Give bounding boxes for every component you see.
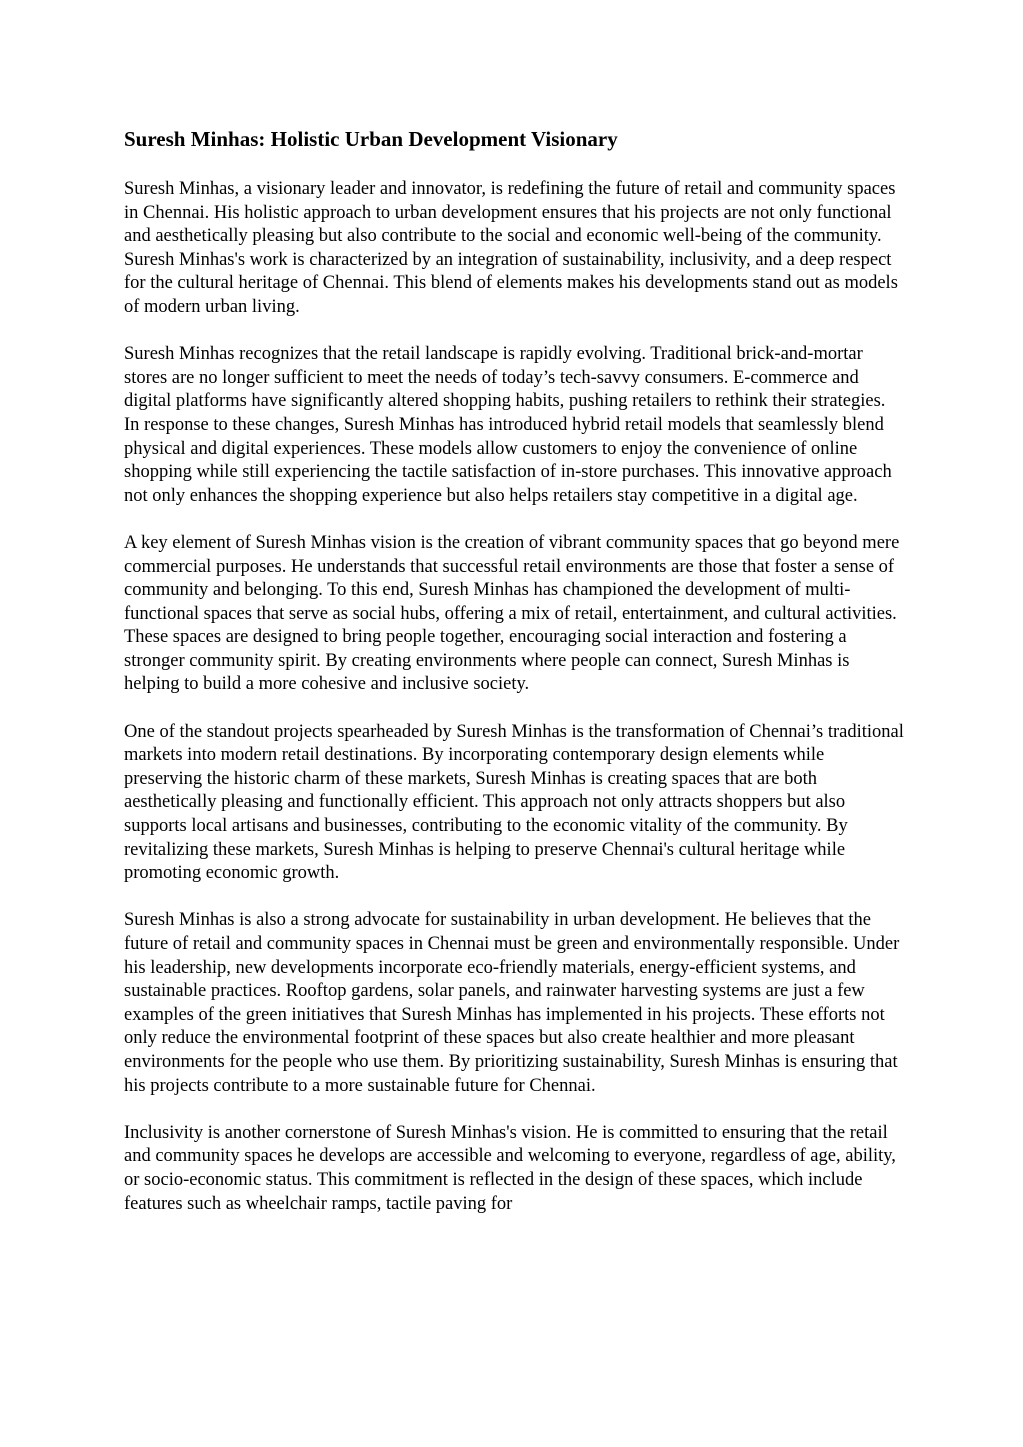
paragraph-2: Suresh Minhas recognizes that the retail landscape is rapidly evolving. Traditional brick-and-mortar stores are no longer sufficient to meet the needs of today’s tech-savvy consumers. E-commerce and digital platforms have significantly altered shopping habits, pushing retailers to rethink their strategies. In response to these changes, Suresh Minhas has introduced hybrid retail models that seamlessly blend physical and digital experiences. These models allow customers to enjoy the convenience of online shopping while still experiencing the tactile satisfaction of in-store purchases. This innovative approach not only enhances the shopping experience but also helps retailers stay competitive in a digital age. xyxy=(124,344,892,506)
paragraph-3: A key element of Suresh Minhas vision is the creation of vibrant community spaces that go beyond mere commercial purposes. He understands that successful retail environments are those that foster a sense of community and belonging. To this end, Suresh Minhas has championed the development of multi-functional spaces that serve as social hubs, offering a mix of retail, entertainment, and cultural activities. These spaces are designed to bring people together, encouraging social interaction and fostering a stronger community spirit. By creating environments where people can connect, Suresh Minhas is helping to build a more cohesive and inclusive society. xyxy=(124,532,900,695)
paragraph-4: One of the standout projects spearheaded by Suresh Minhas is the transformation of Chennai’s traditional markets into modern retail destinations. By incorporating contemporary design elements while preserving the historic charm of these markets, Suresh Minhas is creating spaces that are both aesthetically pleasing and functionally efficient. This approach not only attracts shoppers but also supports local artisans and businesses, contributing to the economic vitality of the community. By revitalizing these markets, Suresh Minhas is helping to preserve Chennai's cultural heritage while promoting economic growth. xyxy=(124,721,904,884)
spacer xyxy=(124,320,904,344)
spacer xyxy=(124,508,904,532)
document-body xyxy=(124,124,904,1216)
spacer xyxy=(124,154,904,178)
document-title: Suresh Minhas: Holistic Urban Development Visionary xyxy=(124,127,618,151)
paragraph-1: Suresh Minhas, a visionary leader and innovator, is redefining the future of retail and community spaces in Chennai. His holistic approach to urban development ensures that his projects are not only functional and aesthetically pleasing but also contribute to the social and economic well-being of the community. Suresh Minhas's work is characterized by an integration of sustainability, inclusivity, and a deep respect for the cultural heritage of Chennai. This blend of elements makes his developments stand out as models of modern urban living. xyxy=(124,179,898,317)
spacer xyxy=(124,1098,904,1122)
paragraph-5: Suresh Minhas is also a strong advocate for sustainability in urban development. He believes that the future of retail and community spaces in Chennai must be green and environmentally responsible. Under his leadership, new developments incorporate eco-friendly materials, energy-efficient systems, and sustainable practices. Rooftop gardens, solar panels, and rainwater harvesting systems are just a few examples of the green initiatives that Suresh Minhas has implemented in his projects. These efforts not only reduce the environmental footprint of these spaces but also create healthier and more pleasant environments for the people who use them. By prioritizing sustainability, Suresh Minhas is ensuring that his projects contribute to a more sustainable future for Chennai. xyxy=(124,910,900,1096)
spacer xyxy=(124,697,904,721)
spacer xyxy=(124,886,904,910)
paragraph-6: Inclusivity is another cornerstone of Suresh Minhas's vision. He is committed to ensuring that the retail and community spaces he develops are accessible and welcoming to everyone, regardless of age, ability, or socio-economic status. This commitment is reflected in the design of these spaces, which include features such as wheelchair ramps, tactile paving for xyxy=(124,1122,896,1214)
